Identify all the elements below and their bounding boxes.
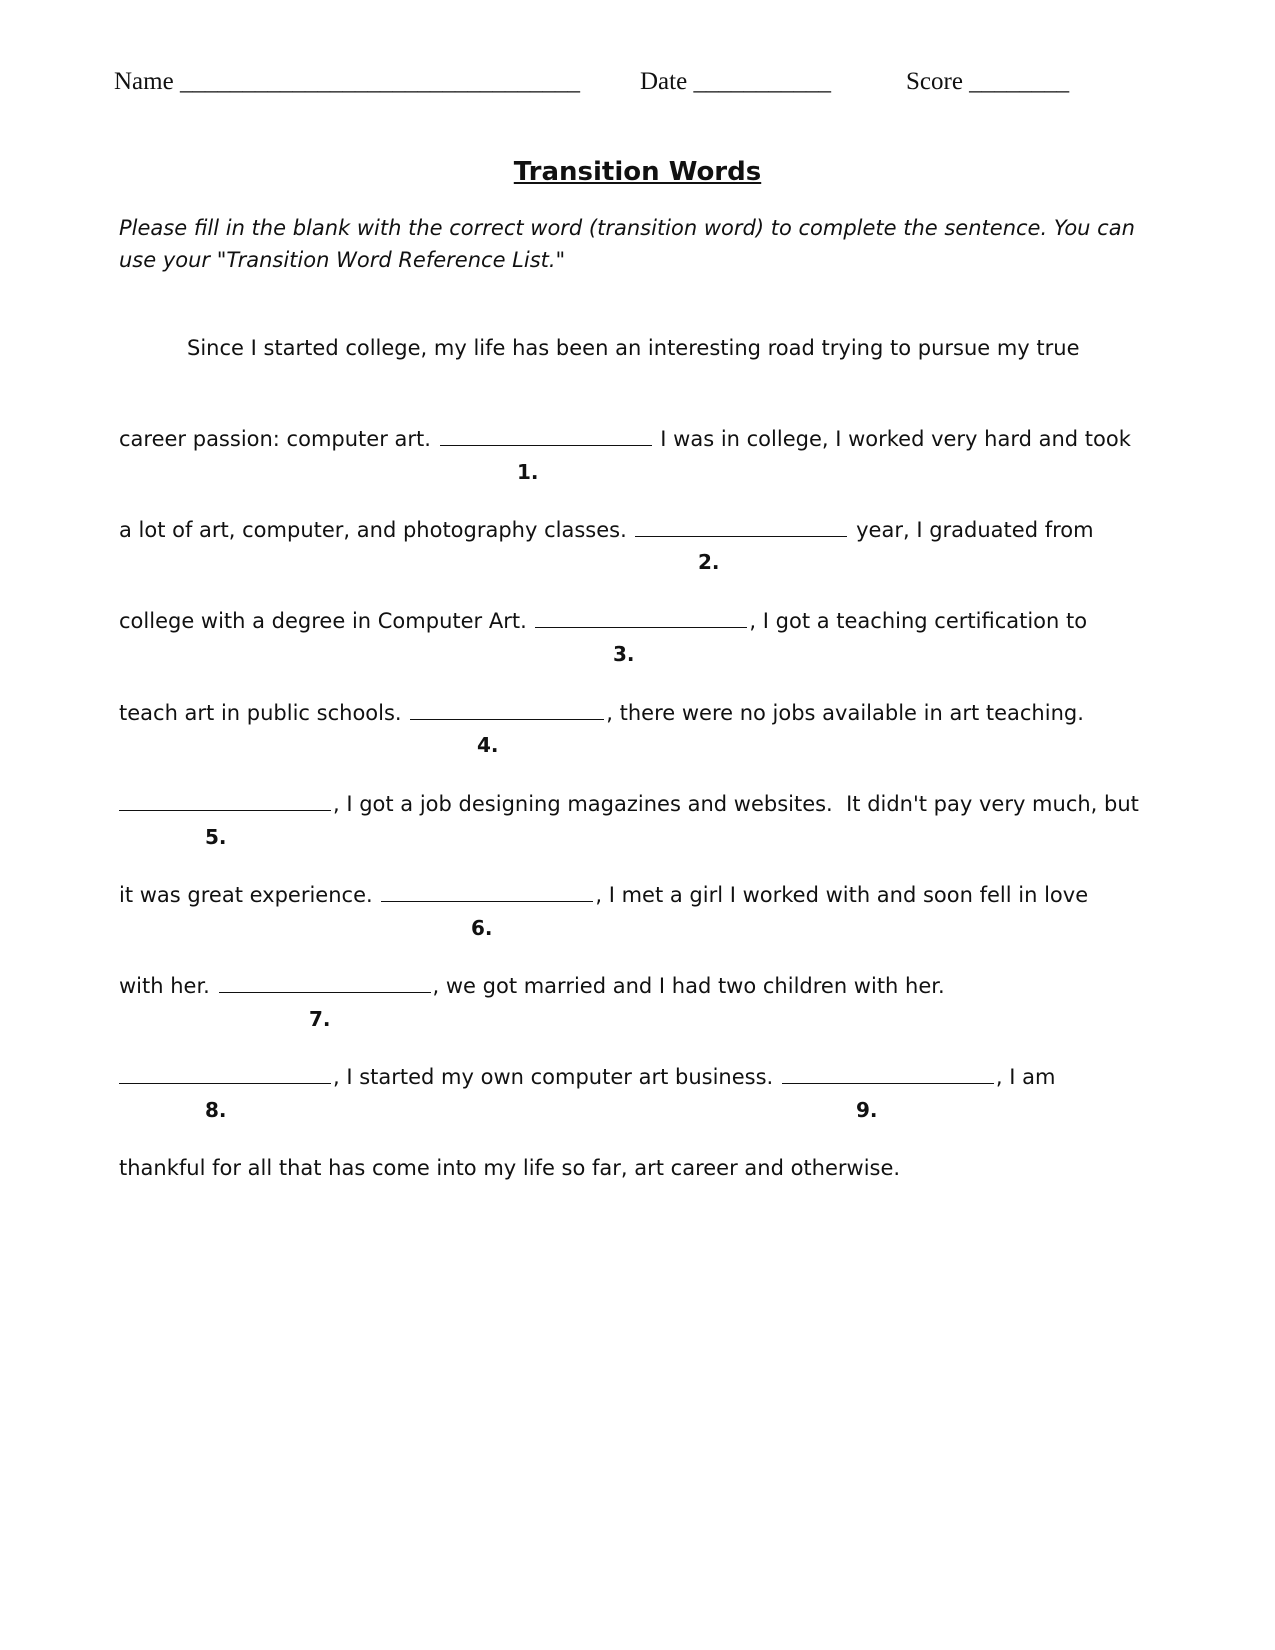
passage-text: career passion: computer art. (119, 427, 438, 451)
blank-number: 8. (205, 1098, 227, 1122)
passage-text: , I met a girl I worked with and soon fell in love (595, 883, 1089, 907)
passage-text: teach art in public schools. (119, 701, 409, 725)
instructions: Please fill in the blank with the correct word (transition word) to complete the sentence. You can use your "Transition Word Reference List." (119, 216, 1135, 272)
blank-number: 7. (309, 1007, 331, 1031)
blank-6[interactable] (381, 883, 593, 902)
passage-text: , we got married and I had two children with her. (432, 974, 945, 998)
blank-number: 6. (471, 916, 493, 940)
passage-text: a lot of art, computer, and photography classes. (119, 518, 634, 542)
blank-number: 1. (517, 460, 539, 484)
blank-8[interactable] (119, 1065, 331, 1084)
passage-text: I was in college, I worked very hard and took (653, 427, 1131, 451)
passage-text: college with a degree in Computer Art. (119, 609, 534, 633)
blank-7[interactable] (219, 974, 431, 993)
passage-line-2 (119, 427, 1131, 451)
blank-number: 9. (856, 1098, 878, 1122)
blank-number: 2. (698, 550, 720, 574)
passage-text: , I got a job designing magazines and websites. It didn't pay very much, but (333, 792, 1139, 816)
passage-line-9 (119, 1065, 1055, 1089)
blank-5[interactable] (119, 792, 331, 811)
blank-number: 4. (477, 733, 499, 757)
blank-9[interactable] (782, 1065, 994, 1084)
page-title: Transition Words (513, 157, 762, 187)
blank-number: 3. (613, 642, 635, 666)
passage-text: , I got a teaching certification to (749, 609, 1088, 633)
passage-line-3 (119, 518, 1094, 542)
passage-line-5 (119, 701, 1084, 725)
passage-line-10: thankful for all that has come into my life so far, art career and otherwise. (119, 1156, 901, 1180)
blank-4[interactable] (410, 701, 604, 720)
date-field-label[interactable]: Date ___________ (640, 68, 831, 95)
passage-line-7 (119, 883, 1088, 907)
passage-text: , I started my own computer art business. (333, 1065, 780, 1089)
passage-text: with her. (119, 974, 217, 998)
passage-text: year, I graduated from (849, 518, 1094, 542)
score-field-label[interactable]: Score ________ (906, 68, 1070, 95)
name-field-label[interactable]: Name ________________________________ (114, 68, 580, 95)
passage-line-8 (119, 974, 945, 998)
passage-text: , there were no jobs available in art teaching. (606, 701, 1084, 725)
passage-line-1: Since I started college, my life has been an interesting road trying to pursue my true (187, 336, 1080, 360)
passage-text: it was great experience. (119, 883, 380, 907)
passage-text: , I am (995, 1065, 1056, 1089)
passage-line-4 (119, 609, 1087, 633)
blank-2[interactable] (635, 518, 847, 537)
blank-1[interactable] (440, 427, 652, 446)
passage-line-6 (119, 792, 1139, 816)
blank-number: 5. (205, 825, 227, 849)
blank-3[interactable] (535, 609, 747, 628)
